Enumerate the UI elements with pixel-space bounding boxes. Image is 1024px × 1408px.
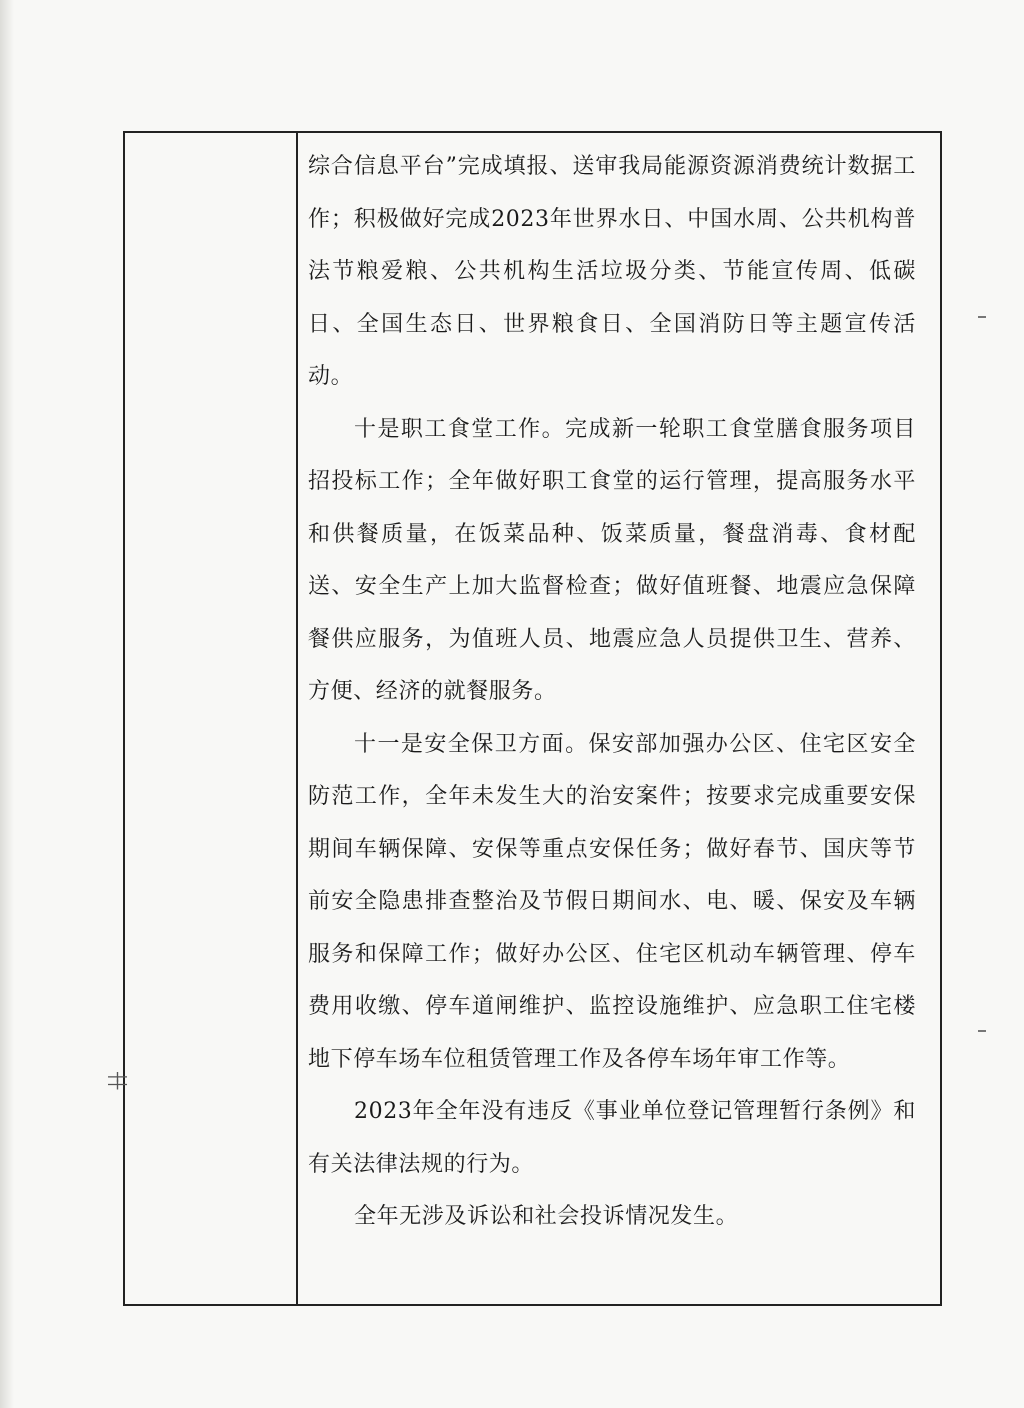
paragraph-energy-statistics: 综合信息平台”完成填报、送审我局能源资源消费统计数据工作；积极做好完成2023年世界水日、中国水周、公共机构普法节粮爱粮、公共机构生活垃圾分类、节能宣传周、低碳日、全国生态日、世界粮食日、全国消防日等主题宣传活动。 xyxy=(308,154,916,389)
paragraph-canteen-work: 十是职工食堂工作。完成新一轮职工食堂膳食服务项目招投标工作；全年做好职工食堂的运行管理，提高服务水平和供餐质量，在饭菜品种、饭菜质量，餐盘消毒、食材配送、安全生产上加大监督检查；做好值班餐、地震应急保障餐供应服务，为值班人员、地震应急人员提供卫生、营养、方便、经济的就餐服务。 xyxy=(308,416,916,704)
paragraph-compliance-statement: 2023年全年没有违反《事业单位登记管理暂行条例》和有关法律法规的行为。 xyxy=(308,1099,916,1177)
paragraph-security-work: 十一是安全保卫方面。保安部加强办公区、住宅区安全防范工作，全年未发生大的治安案件；按要求完成重要安保期间车辆保障、安保等重点安保任务；做好春节、国庆等节前安全隐患排查整治及节假日期间水、电、暖、保安及车辆服务和保障工作；做好办公区、住宅区机动车辆管理、停车费用收缴、停车道闸维护、监控设施维护、应急职工住宅楼地下停车场车位租赁管理工作及各停车场年审工作等。 xyxy=(308,731,916,1072)
binding-margin-mark: ┼┼ xyxy=(108,1072,127,1088)
paragraph-litigation-statement: 全年无涉及诉讼和社会投诉情况发生。 xyxy=(354,1204,739,1229)
table-column-divider xyxy=(296,133,298,1304)
margin-tick xyxy=(978,1030,986,1032)
scan-edge-shadow xyxy=(0,0,14,1408)
margin-tick xyxy=(978,316,986,318)
table-right-cell xyxy=(308,141,916,1244)
